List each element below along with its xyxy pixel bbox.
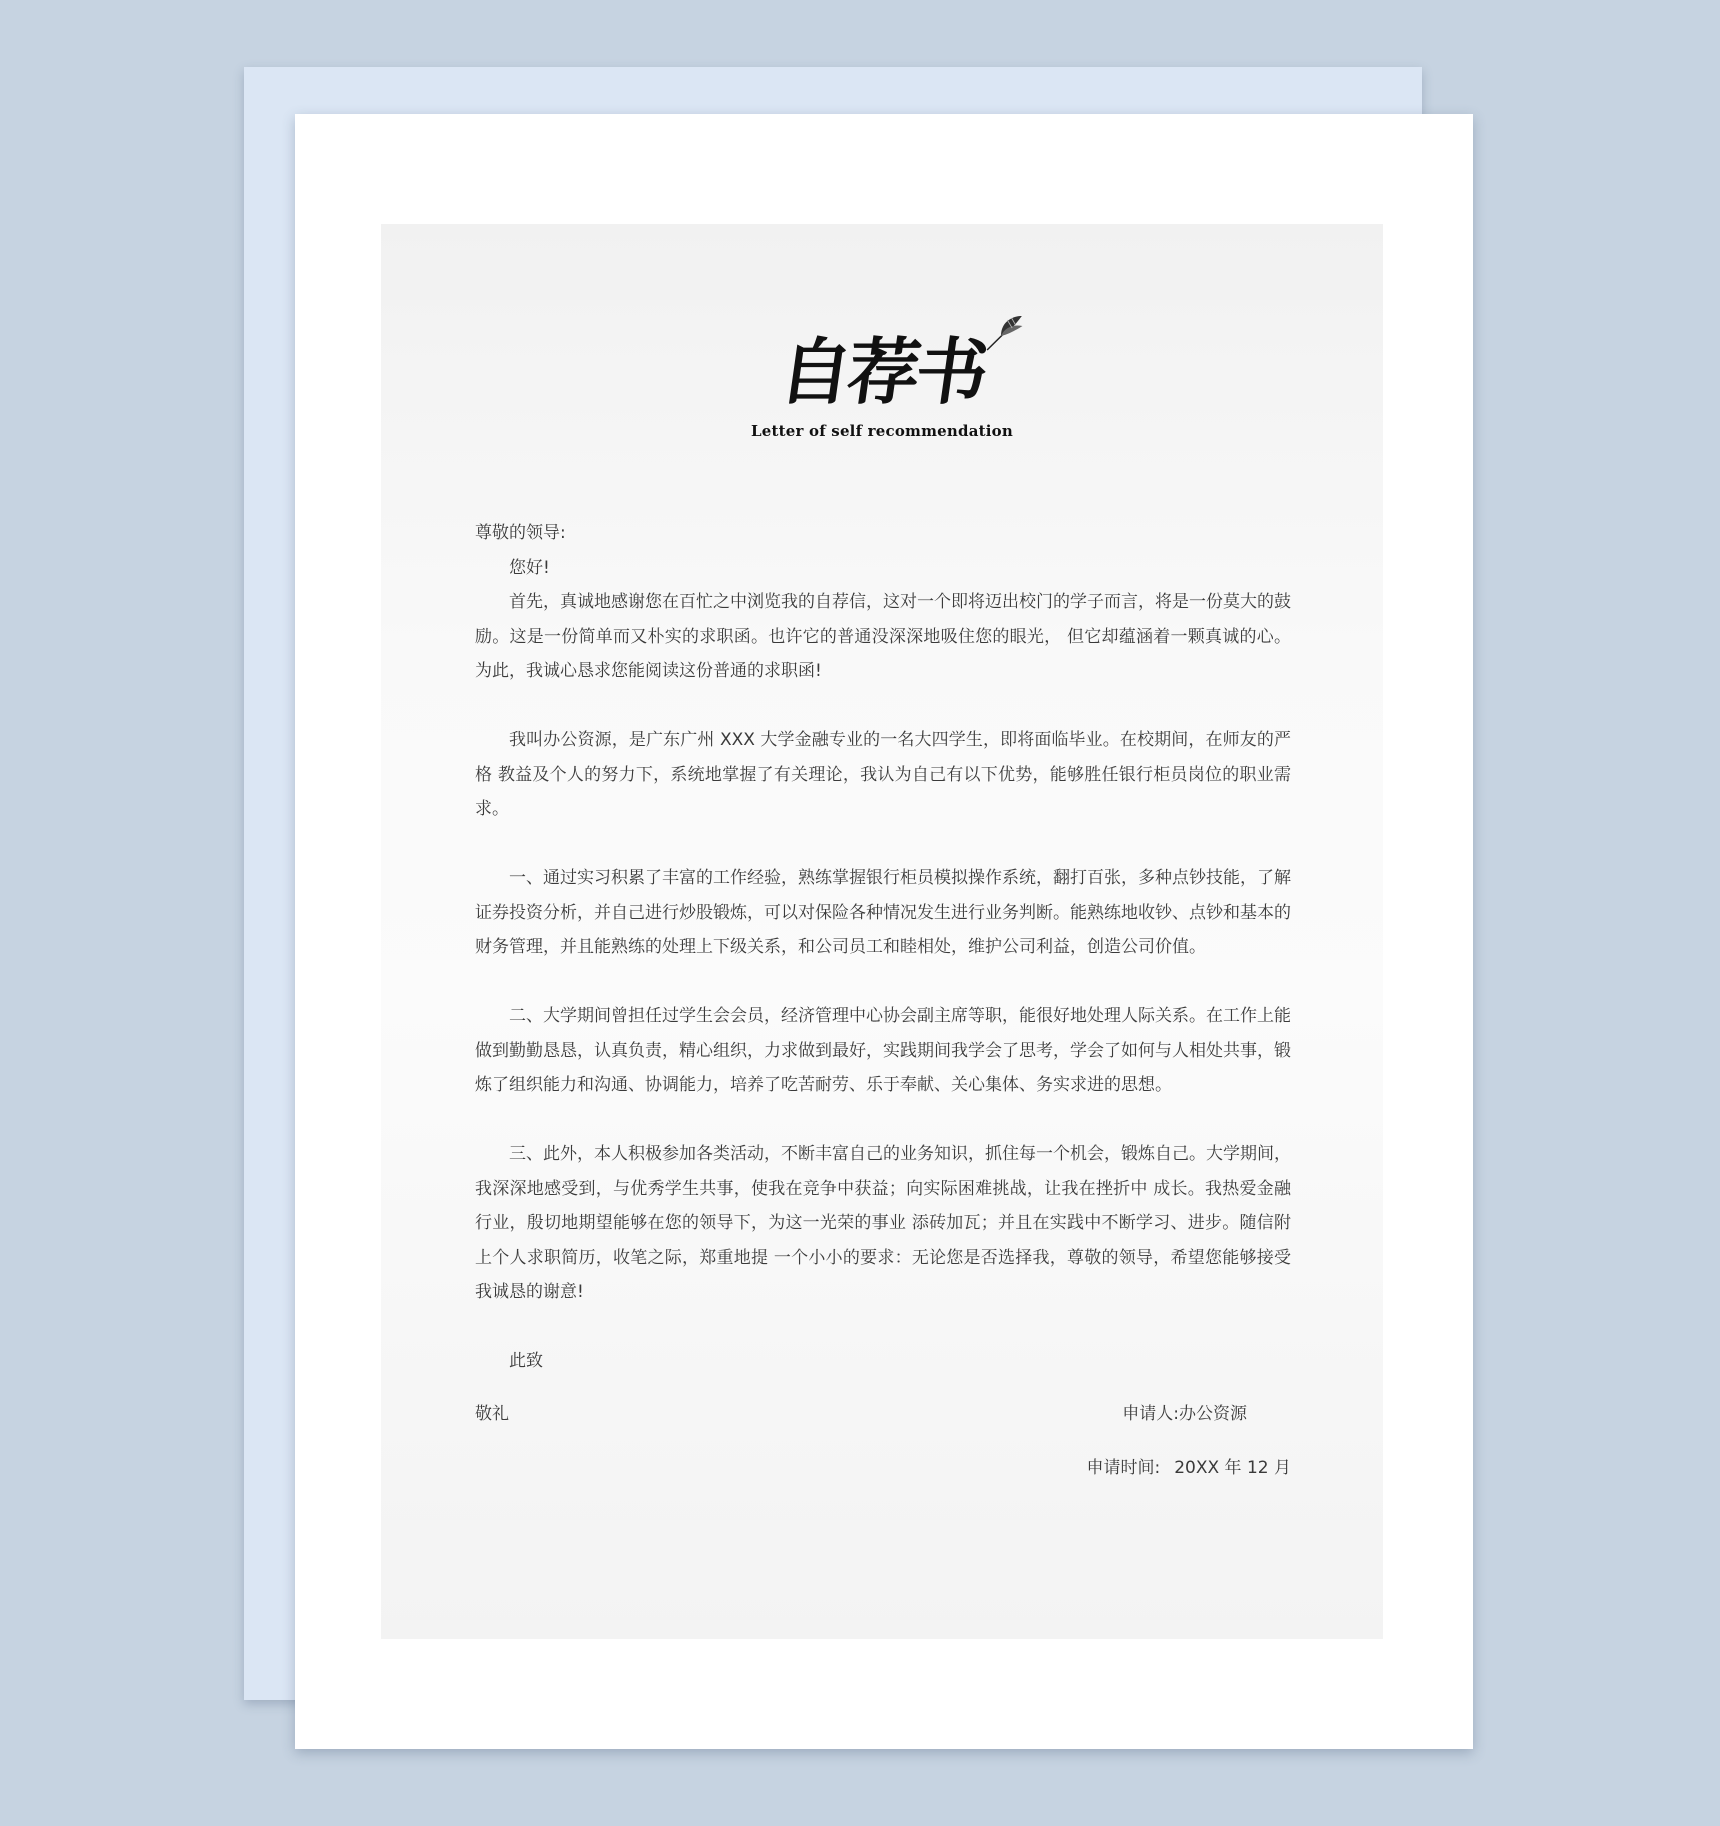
intro-paragraph: 首先，真诚地感谢您在百忙之中浏览我的自荐信，这对一个即将迈出校门的学子而言，将是一份莫大的鼓励。这是一份简单而又朴实的求职函。也许它的普通没深深地吸住您的眼光， 但它却蕴涵着一颗真诚的心。为此，我诚心恳求您能阅读这份普通的求职函! <box>475 592 1291 681</box>
letter-body <box>475 516 1291 1485</box>
point-two-paragraph: 二、大学期间曾担任过学生会会员，经济管理中心协会副主席等职，能很好地处理人际关系。在工作上能做到勤勤恳恳，认真负责，精心组织，力求做到最好，实践期间我学会了思考，学会了如何与人相处共事，锻炼了组织能力和沟通、协调能力，培养了吃苦耐劳、乐于奉献、关心集体、务实求进的思想。 <box>475 1006 1291 1095</box>
title-cn-text: 自荐书 <box>774 329 991 414</box>
date-label: 申请时间: <box>1086 1457 1161 1478</box>
closing-text: 此致 <box>509 1351 543 1371</box>
butterfly-icon <box>978 314 1026 356</box>
applicant-name: 办公资源 <box>1179 1403 1247 1424</box>
calligraphy-title <box>773 324 991 420</box>
greeting: 您好! <box>509 557 550 578</box>
date-value: 20XX 年 12 月 <box>1174 1457 1291 1478</box>
applicant-line <box>1122 1397 1247 1432</box>
regards-text: 敬礼 <box>475 1403 509 1424</box>
background-paragraph: 我叫办公资源，是广东广州 XXX 大学金融专业的一名大四学生，即将面临毕业。在校期间，在师友的严格 教益及个人的努力下，系统地掌握了有关理论，我认为自己有以下优势，能够胜任银行柜员岗位的职业需求。 <box>475 730 1291 819</box>
applicant-label: 申请人: <box>1122 1403 1179 1424</box>
signature-row <box>475 1397 1291 1451</box>
title-en: Letter of self recommendation <box>751 422 1013 440</box>
letter-paper <box>381 224 1383 1639</box>
point-one-paragraph: 一、通过实习积累了丰富的工作经验，熟练掌握银行柜员模拟操作系统，翻打百张，多种点钞技能，了解证券投资分析，并自己进行炒股锻炼，可以对保险各种情况发生进行业务判断。能熟练地收钞、点钞和基本的财务管理，并且能熟练的处理上下级关系，和公司员工和睦相处，维护公司利益，创造公司价值。 <box>475 868 1291 957</box>
point-three-paragraph: 三、此外，本人积极参加各类活动，不断丰富自己的业务知识，抓住每一个机会，锻炼自己。大学期间，我深深地感受到，与优秀学生共事，使我在竞争中获益；向实际困难挑战，让我在挫折中 成长。我热爱金融行业，殷切地期望能够在您的领导下，为这一光荣的事业 添砖加瓦；并且在实践中不断学习、进步。随信附上个人求职简历，收笔之际，郑重地提 一个小小的要求：无论您是否选择我，尊敬的领导，希望您能够接受我诚恳的谢意! <box>475 1144 1291 1302</box>
date-line <box>475 1451 1291 1486</box>
salutation: 尊敬的领导: <box>475 523 566 543</box>
title-block <box>381 324 1383 440</box>
front-paper-sheet <box>295 114 1473 1749</box>
